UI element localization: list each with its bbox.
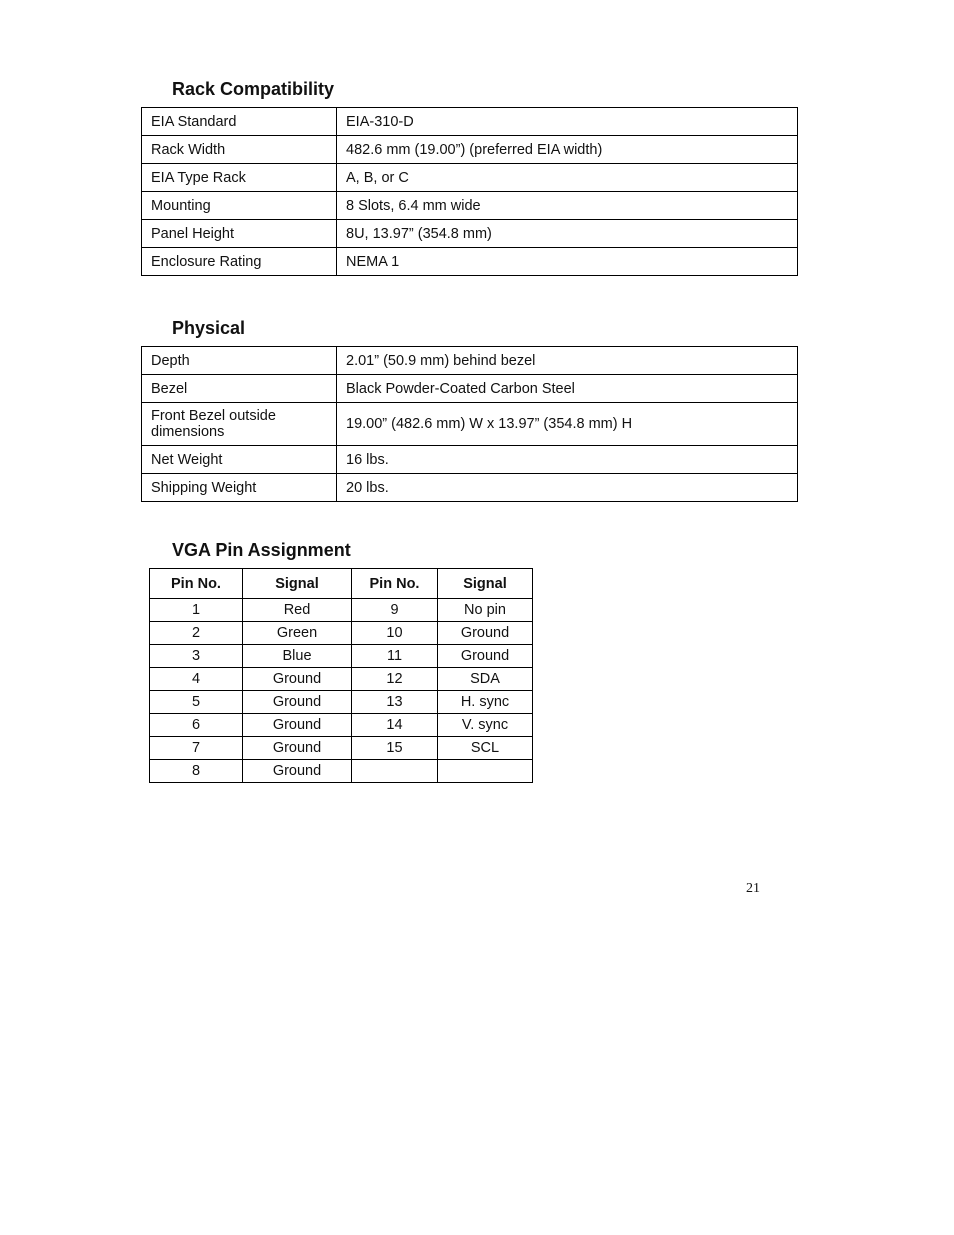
pin-signal: SDA [438, 668, 533, 691]
pin-signal: Ground [243, 691, 352, 714]
table-row [150, 622, 533, 645]
table-row [142, 248, 798, 276]
pin-number: 1 [150, 599, 243, 622]
pin-signal: V. sync [438, 714, 533, 737]
pin-number: 14 [352, 714, 438, 737]
pin-signal: Ground [243, 668, 352, 691]
table-header-row [150, 569, 533, 599]
pin-signal: No pin [438, 599, 533, 622]
table-row [142, 192, 798, 220]
spec-label: Bezel [142, 375, 337, 403]
spec-value: 19.00” (482.6 mm) W x 13.97” (354.8 mm) H [337, 403, 798, 446]
rack-compatibility-table [141, 107, 798, 276]
pin-number: 11 [352, 645, 438, 668]
table-row [150, 760, 533, 783]
pin-signal: Ground [243, 760, 352, 783]
pin-signal: SCL [438, 737, 533, 760]
table-row [150, 645, 533, 668]
pin-signal: Ground [438, 622, 533, 645]
pin-number: 9 [352, 599, 438, 622]
pin-number: 3 [150, 645, 243, 668]
table-row [142, 446, 798, 474]
page-number: 21 [746, 881, 760, 896]
pin-number: 4 [150, 668, 243, 691]
spec-value: NEMA 1 [337, 248, 798, 276]
pin-signal: Ground [438, 645, 533, 668]
spec-value: 2.01” (50.9 mm) behind bezel [337, 347, 798, 375]
pin-signal: Red [243, 599, 352, 622]
spec-label: Mounting [142, 192, 337, 220]
pin-number: 13 [352, 691, 438, 714]
table-row [142, 164, 798, 192]
spec-value: 8U, 13.97” (354.8 mm) [337, 220, 798, 248]
spec-label: Front Bezel outside dimensions [142, 403, 337, 446]
spec-value: EIA-310-D [337, 108, 798, 136]
table-row [150, 668, 533, 691]
spec-label: Panel Height [142, 220, 337, 248]
physical-table [141, 346, 798, 502]
table-row [142, 403, 798, 446]
pin-signal: Ground [243, 714, 352, 737]
spec-label: Depth [142, 347, 337, 375]
spec-label: Rack Width [142, 136, 337, 164]
pin-signal: Ground [243, 737, 352, 760]
pin-number: 2 [150, 622, 243, 645]
pin-number: 5 [150, 691, 243, 714]
spec-label: Shipping Weight [142, 474, 337, 502]
table-row [142, 108, 798, 136]
pin-number: 10 [352, 622, 438, 645]
vga-pin-assignment-title: VGA Pin Assignment [172, 540, 351, 560]
table-row [150, 691, 533, 714]
vga-pin-table [149, 568, 533, 783]
column-header-signal: Signal [243, 569, 352, 599]
table-row [142, 220, 798, 248]
table-row [142, 347, 798, 375]
physical-title: Physical [172, 318, 246, 338]
spec-value: 482.6 mm (19.00”) (preferred EIA width) [337, 136, 798, 164]
column-header-pin-no: Pin No. [150, 569, 243, 599]
spec-label: Enclosure Rating [142, 248, 337, 276]
pin-signal [438, 760, 533, 783]
pin-number: 6 [150, 714, 243, 737]
table-row [142, 474, 798, 502]
spec-value: A, B, or C [337, 164, 798, 192]
pin-signal: H. sync [438, 691, 533, 714]
table-row [142, 136, 798, 164]
rack-compatibility-title: Rack Compatibility [172, 79, 335, 99]
spec-value: Black Powder-Coated Carbon Steel [337, 375, 798, 403]
pin-number: 12 [352, 668, 438, 691]
spec-value: 8 Slots, 6.4 mm wide [337, 192, 798, 220]
pin-number: 15 [352, 737, 438, 760]
table-row [142, 375, 798, 403]
spec-value: 16 lbs. [337, 446, 798, 474]
column-header-pin-no: Pin No. [352, 569, 438, 599]
column-header-signal: Signal [438, 569, 533, 599]
pin-number [352, 760, 438, 783]
pin-signal: Blue [243, 645, 352, 668]
pin-number: 7 [150, 737, 243, 760]
spec-label: EIA Type Rack [142, 164, 337, 192]
table-row [150, 599, 533, 622]
table-row [150, 714, 533, 737]
spec-value: 20 lbs. [337, 474, 798, 502]
spec-label: Net Weight [142, 446, 337, 474]
spec-label: EIA Standard [142, 108, 337, 136]
table-row [150, 737, 533, 760]
pin-number: 8 [150, 760, 243, 783]
pin-signal: Green [243, 622, 352, 645]
